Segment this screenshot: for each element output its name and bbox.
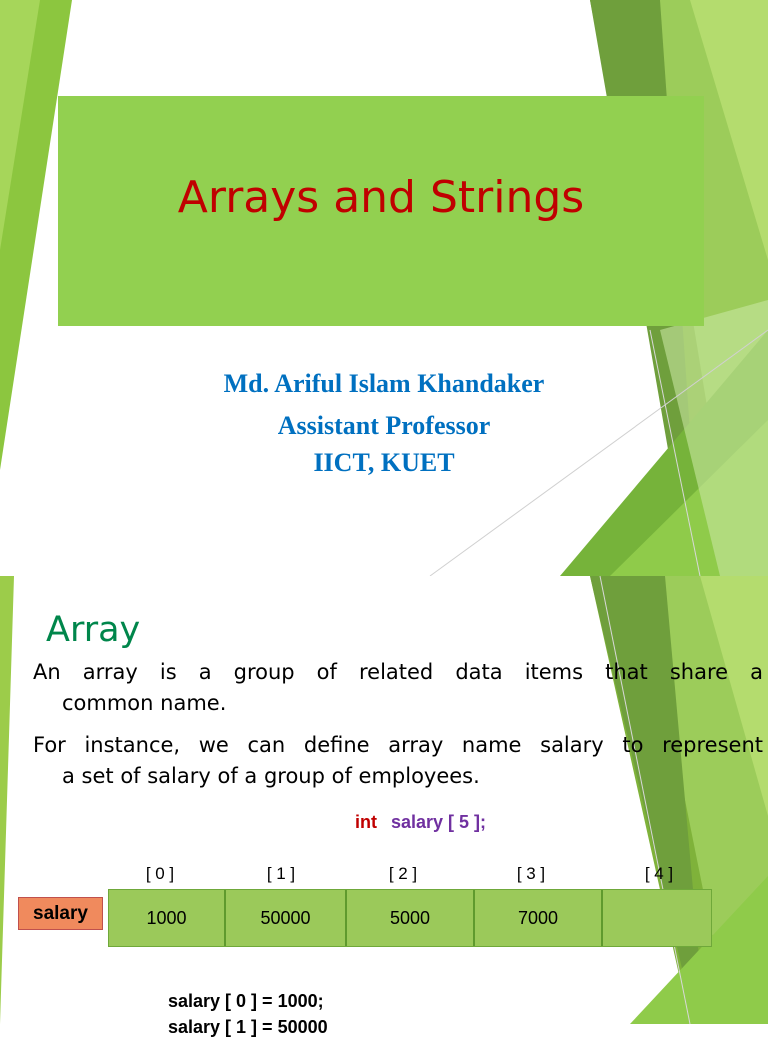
- array-name-label: salary: [18, 897, 103, 930]
- author-name: Md. Ariful Islam Khandaker: [223, 369, 545, 398]
- code-line: salary [ 0 ] = 1000;: [168, 991, 324, 1011]
- array-slide: [0, 576, 768, 1037]
- code-line: salary [ 1 ] = 50000: [168, 1017, 328, 1037]
- array-declaration: [355, 812, 486, 833]
- paragraph-line: a set of salary of a group of employees.: [62, 764, 480, 788]
- author-organization: IICT, KUET: [313, 448, 455, 477]
- array-index: [ 1 ]: [266, 864, 296, 883]
- declaration-text: salary [ 5 ];: [391, 812, 487, 832]
- array-index: [ 2 ]: [388, 864, 418, 883]
- paragraph-line: An array is a group of related data items that share a: [33, 660, 763, 684]
- paragraph-line: common name.: [62, 691, 227, 715]
- array-index: [ 4 ]: [644, 864, 674, 883]
- array-index: [ 3 ]: [516, 864, 546, 883]
- author-role: Assistant Professor: [277, 411, 491, 440]
- slide-heading: Array: [46, 610, 141, 650]
- array-cell: [603, 890, 711, 946]
- array-cell: 5000: [347, 890, 475, 946]
- paragraph-definition: [33, 657, 763, 719]
- array-cell: 7000: [475, 890, 603, 946]
- paragraph-line: For instance, we can define array name salary to represent: [33, 733, 763, 757]
- slide-title: Arrays and Strings: [177, 172, 585, 223]
- array-cell: 50000: [226, 890, 347, 946]
- array-cell: 1000: [109, 890, 226, 946]
- type-keyword: int: [355, 812, 377, 832]
- paragraph-example: [33, 730, 763, 792]
- array-diagram: [108, 889, 712, 947]
- array-index: [ 0 ]: [145, 864, 175, 883]
